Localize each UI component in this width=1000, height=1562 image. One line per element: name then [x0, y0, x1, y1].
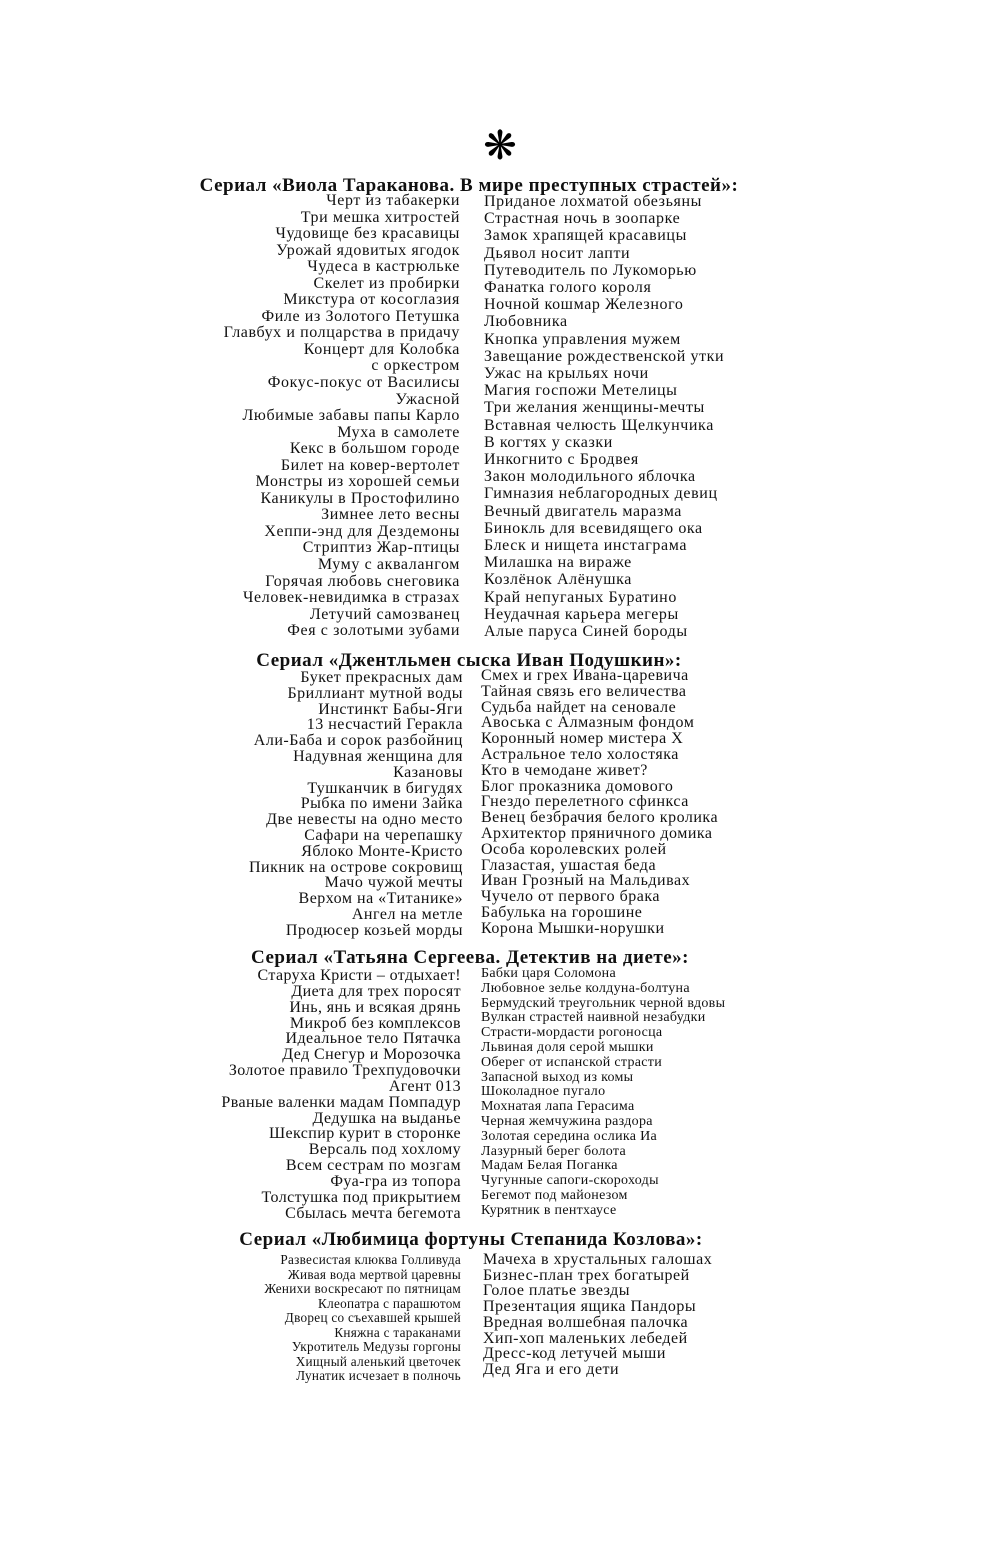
titles-right-column — [481, 668, 801, 937]
book-title: Инь, янь и всякая дрянь — [289, 998, 461, 1016]
book-title: Алые паруса Синей бороды — [484, 623, 688, 641]
book-title: Любовное зелье колдуна-болтуна — [481, 980, 690, 996]
book-title: Версаль под хохлому — [308, 1141, 461, 1159]
book-title: Бинокль для всевидящего ока — [484, 519, 703, 537]
book-title: Бабки царя Соломона — [481, 966, 616, 981]
book-title: Ужасной — [395, 390, 460, 408]
book-title: Кто в чемодане живет? — [481, 761, 648, 779]
book-title: Зимнее лето весны — [321, 506, 460, 524]
book-title: Микстура от косоглазия — [283, 291, 460, 309]
book-title: Человек-невидимка в стразах — [243, 589, 460, 607]
book-title: Чудовище без красавицы — [275, 225, 460, 243]
book-title: Рваные валенки мадам Помпадур — [221, 1093, 461, 1111]
book-title: Мачеха в хрустальных галошах — [483, 1251, 713, 1268]
book-title: Фуа-гра из топора — [330, 1172, 461, 1190]
book-title: Развесистая клюква Голливуда — [280, 1252, 461, 1267]
book-title: Фокус-покус от Василисы — [267, 374, 460, 392]
book-title: Яблоко Монте-Кристо — [301, 842, 463, 860]
titles-left-column — [141, 968, 461, 1222]
book-title: Милашка на вираже — [484, 554, 632, 572]
titles-left-column — [143, 670, 463, 939]
book-title: Закон молодильного яблочка — [484, 468, 696, 486]
series-heading: Сериал «Джентльмен сыска Иван Подушкин»: — [256, 650, 682, 671]
book-title: Кнопка управления мужем — [484, 330, 681, 348]
book-title: Блеск и нищета инстаграма — [484, 537, 688, 555]
book-title: Продюсер козьей морды — [285, 921, 463, 939]
book-title: Кекс в большом городе — [289, 440, 460, 458]
series-heading: Сериал «Виола Тараканова. В мире преступных страстей»: — [199, 175, 739, 196]
book-title: Концерт для Колобка — [303, 340, 460, 358]
book-title: Шекспир курит в сторонке — [268, 1125, 461, 1143]
book-title: Хип-хоп маленьких лебедей — [483, 1329, 688, 1347]
book-title: Вредная волшебная палочка — [483, 1313, 689, 1331]
book-title: Живая вода мертвой царевны — [287, 1266, 461, 1282]
series-heading: Сериал «Татьяна Сергеева. Детектив на диете»: — [250, 947, 690, 968]
book-title: Гимназия неблагородных девиц — [484, 485, 718, 503]
book-title: Коронный номер мистера Х — [481, 730, 684, 748]
book-title: Шоколадное пугало — [481, 1084, 606, 1100]
book-title: Дед Снегур и Морозочка — [282, 1046, 461, 1064]
book-title: с оркестром — [371, 357, 460, 375]
book-title: Завещание рождественской утки — [484, 347, 725, 365]
book-title: Верхом на «Титанике» — [298, 890, 463, 908]
book-title: Летучий самозванец — [309, 605, 460, 623]
book-title: Гнездо перелетного сфинкса — [481, 793, 689, 811]
book-title: Билет на ковер-вертолет — [280, 456, 460, 474]
book-title: Каникулы в Простофилино — [260, 489, 460, 507]
book-title: Курятник в пентхаусе — [481, 1202, 617, 1218]
book-title: Любовника — [484, 313, 568, 331]
book-title: Хеппи-энд для Дездемоны — [264, 522, 460, 540]
book-title: Надувная женщина для — [293, 747, 463, 765]
book-title: Толстушка под прикрытием — [261, 1188, 461, 1206]
book-title: Архитектор пряничного домика — [481, 824, 713, 842]
book-title: Бизнес-план трех богатырей — [483, 1266, 690, 1284]
titles-left-column — [140, 193, 460, 640]
book-title: Всем сестрам по мозгам — [285, 1157, 461, 1175]
book-title: Ночной кошмар Железного — [484, 296, 684, 314]
book-title: Особа королевских ролей — [481, 840, 667, 858]
book-title: Иван Грозный на Мальдивах — [481, 872, 691, 890]
book-title: Голое платье звезды — [483, 1282, 631, 1300]
book-title: Лунатик исчезает в полночь — [296, 1368, 461, 1384]
book-title: Астральное тело холостяка — [481, 745, 679, 763]
book-title: Неудачная карьера мегеры — [484, 605, 679, 623]
book-title: Глазастая, ушастая беда — [481, 856, 657, 874]
book-title: 13 несчастий Геракла — [306, 716, 463, 734]
book-title: Укротитель Медузы горгоны — [291, 1339, 461, 1355]
book-title: Золотое правило Трехпудовочки — [228, 1062, 461, 1080]
book-title: Мохнатая лапа Герасима — [481, 1099, 635, 1115]
book-title: Главбух и полцарства в придачу — [223, 324, 460, 342]
book-title: Три желания женщины-мечты — [484, 399, 705, 417]
book-title: Путеводитель по Лукоморью — [484, 261, 697, 279]
book-title: Микроб без комплексов — [289, 1014, 461, 1032]
book-title: Агент 013 — [388, 1077, 461, 1095]
book-title: Диета для трех поросят — [291, 982, 461, 1000]
book-title: Дресс-код летучей мыши — [483, 1345, 666, 1363]
book-title: Страстная ночь в зоопарке — [484, 210, 681, 228]
book-title: Приданое лохматой обезьяны — [484, 193, 702, 210]
book-title: Бермудский треугольник черной вдовы — [481, 995, 726, 1011]
book-title: Вставная челюсть Щелкунчика — [484, 416, 714, 434]
book-title: Сафари на черепашку — [304, 826, 463, 844]
series-heading: Сериал «Любимица фортуны Степанида Козлова»: — [239, 1229, 703, 1250]
book-title: Венец безбрачия белого кролика — [481, 809, 719, 827]
book-title: Бриллиант мутной воды — [287, 684, 463, 702]
book-title: Горячая любовь снеговика — [265, 572, 460, 590]
titles-right-column — [481, 967, 801, 1219]
book-title: Авоська с Алмазным фондом — [481, 714, 695, 732]
book-title: Дьявол носит лапти — [484, 244, 631, 262]
book-title: Княжна с тараканами — [334, 1324, 461, 1340]
book-title: Дедушка на выданье — [312, 1109, 461, 1127]
book-title: Судьба найдет на сеновале — [481, 698, 677, 716]
book-title: Ужас на крыльях ночи — [484, 365, 649, 383]
book-title: В когтях у сказки — [484, 433, 613, 451]
book-title: Три мешка хитростей — [300, 208, 460, 226]
book-title: Край непуганых Буратино — [484, 588, 677, 606]
book-title: Чучело от первого брака — [481, 888, 660, 906]
book-title: Инкогнито с Бродвея — [484, 451, 639, 469]
book-title: Монстры из хорошей семьи — [255, 473, 460, 491]
book-title: Букет прекрасных дам — [300, 669, 463, 686]
book-title: Муму с аквалангом — [317, 556, 460, 574]
book-title: Магия госпожи Метелицы — [484, 382, 678, 400]
book-title: Урожай ядовитых ягодок — [276, 241, 460, 259]
book-title: Али-Баба и сорок разбойниц — [253, 732, 463, 750]
book-title: Замок храпящей красавицы — [484, 227, 687, 245]
book-title: Филе из Золотого Петушка — [261, 307, 460, 325]
book-title: Рыбка по имени Зайка — [300, 795, 463, 813]
book-title: Оберег от испанской страсти — [481, 1054, 662, 1070]
book-title: Муха в самолете — [337, 423, 460, 441]
book-title: Мадам Белая Поганка — [481, 1158, 618, 1174]
book-title: Лазурный берег болота — [481, 1143, 626, 1159]
book-title: Пикник на острове сокровищ — [248, 858, 463, 876]
book-title: Скелет из пробирки — [313, 274, 460, 292]
book-title: Тушканчик в бигудях — [307, 779, 463, 797]
book-title: Дворец со съехавшей крышей — [284, 1310, 461, 1326]
book-title: Блог проказника домового — [481, 777, 674, 795]
titles-right-column — [483, 1252, 803, 1378]
book-title: Смех и грех Ивана-царевича — [481, 667, 689, 684]
book-title: Хищный аленький цветочек — [295, 1353, 461, 1369]
book-title: Фанатка голого короля — [484, 279, 652, 297]
titles-right-column — [484, 193, 804, 640]
book-title: Вечный двигатель маразма — [484, 502, 683, 520]
book-title: Дед Яга и его дети — [483, 1360, 620, 1378]
book-title: Козлёнок Алёнушка — [484, 571, 632, 589]
book-title: Чугунные сапоги-скороходы — [481, 1173, 659, 1189]
book-title: Стриптиз Жар-птицы — [302, 539, 460, 557]
book-title: Клеопатра с парашютом — [318, 1295, 461, 1311]
book-title: Две невесты на одно место — [266, 811, 463, 829]
book-title: Идеальное тело Пятачка — [285, 1030, 461, 1048]
book-title: Черт из табакерки — [326, 192, 460, 209]
book-title: Тайная связь его величества — [481, 682, 687, 700]
book-title: Фея с золотыми зубами — [287, 622, 460, 640]
book-title: Ангел на метле — [351, 905, 463, 923]
book-title: Черная жемчужина раздора — [481, 1113, 653, 1129]
book-title: Страсти-мордасти рогоносца — [481, 1025, 663, 1041]
book-title: Бегемот под майонезом — [481, 1187, 628, 1203]
decorative-ornament-icon: ❋ — [483, 123, 517, 168]
book-title: Презентация ящика Пандоры — [483, 1298, 697, 1316]
book-title: Инстинкт Бабы-Яги — [318, 700, 463, 718]
book-title: Бабулька на горошине — [481, 903, 643, 921]
book-title: Женихи воскресают по пятницам — [264, 1281, 461, 1297]
book-title: Казановы — [393, 763, 463, 781]
book-title: Запасной выход из комы — [481, 1069, 634, 1085]
book-title: Корона Мышки-норушки — [481, 919, 665, 937]
book-title: Любимые забавы папы Карло — [242, 407, 460, 425]
book-title: Старуха Кристи – отдыхает! — [257, 967, 461, 984]
book-title: Львиная доля серой мышки — [481, 1039, 654, 1055]
book-title: Чудеса в кастрюльке — [307, 258, 460, 276]
book-title: Мачо чужой мечты — [324, 874, 463, 892]
book-title: Золотая середина ослика Иа — [481, 1128, 657, 1144]
book-title: Сбылась мечта бегемота — [285, 1204, 461, 1222]
book-title: Вулкан страстей наивной незабудки — [481, 1010, 706, 1026]
titles-left-column — [141, 1253, 461, 1384]
